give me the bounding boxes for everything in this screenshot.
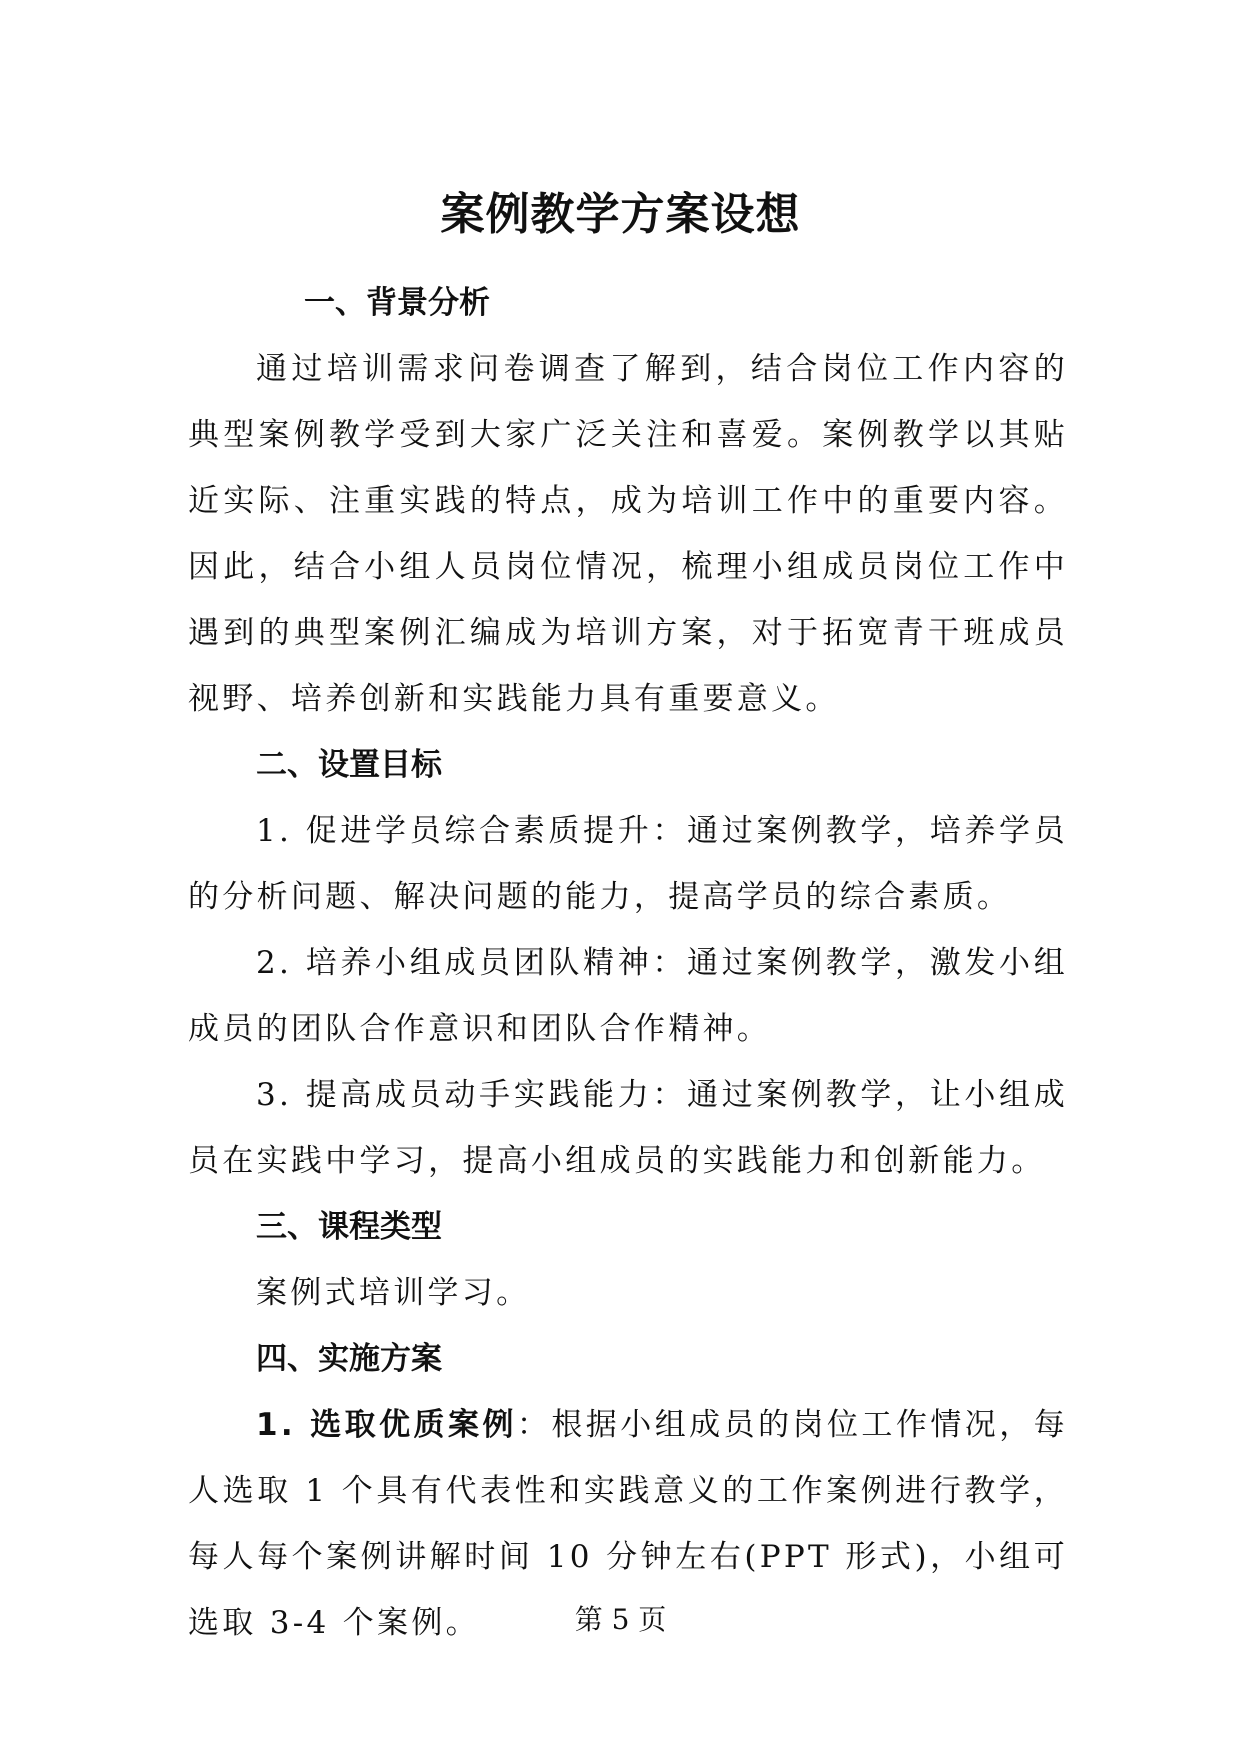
implementation-item-text: ：根据小组成员的岗位工作情况，每人选取 1 个具有代表性和实践意义的工作案例进行教学，每人每个案例讲解时间 10 分钟左右(PPT 形式)，小组可选取 3-4 个案例。 bbox=[188, 1407, 1068, 1641]
objective-item-2: 2. 培养小组成员团队精神：通过案例教学，激发小组成员的团队合作意识和团队合作精神。 bbox=[188, 945, 1068, 1047]
objective-item-1: 1. 促进学员综合素质提升：通过案例教学，培养学员的分析问题、解决问题的能力，提高学员的综合素质。 bbox=[188, 813, 1068, 915]
objective-item-3: 3. 提高成员动手实践能力：通过案例教学，让小组成员在实践中学习，提高小组成员的实践能力和创新能力。 bbox=[188, 1077, 1068, 1179]
background-paragraph: 通过培训需求问卷调查了解到，结合岗位工作内容的典型案例教学受到大家广泛关注和喜爱。案例教学以其贴近实际、注重实践的特点，成为培训工作中的重要内容。因此，结合小组人员岗位情况，梳理小组成员岗位工作中遇到的典型案例汇编成为培训方案，对于拓宽青干班成员视野、培养创新和实践能力具有重要意义。 bbox=[188, 351, 1068, 717]
document-body bbox=[188, 270, 1068, 1656]
course-type-paragraph: 案例式培训学习。 bbox=[256, 1275, 531, 1311]
section-heading-course-type: 三、课程类型 bbox=[256, 1209, 442, 1245]
section-heading-objectives: 二、设置目标 bbox=[256, 747, 442, 783]
section-heading-implementation: 四、实施方案 bbox=[256, 1341, 442, 1377]
document-title: 案例教学方案设想 bbox=[440, 189, 801, 240]
page-number: 第 5 页 bbox=[574, 1603, 667, 1636]
implementation-item-lead: 1. 选取优质案例 bbox=[256, 1407, 517, 1443]
section-heading-background: 一、背景分析 bbox=[304, 285, 490, 321]
